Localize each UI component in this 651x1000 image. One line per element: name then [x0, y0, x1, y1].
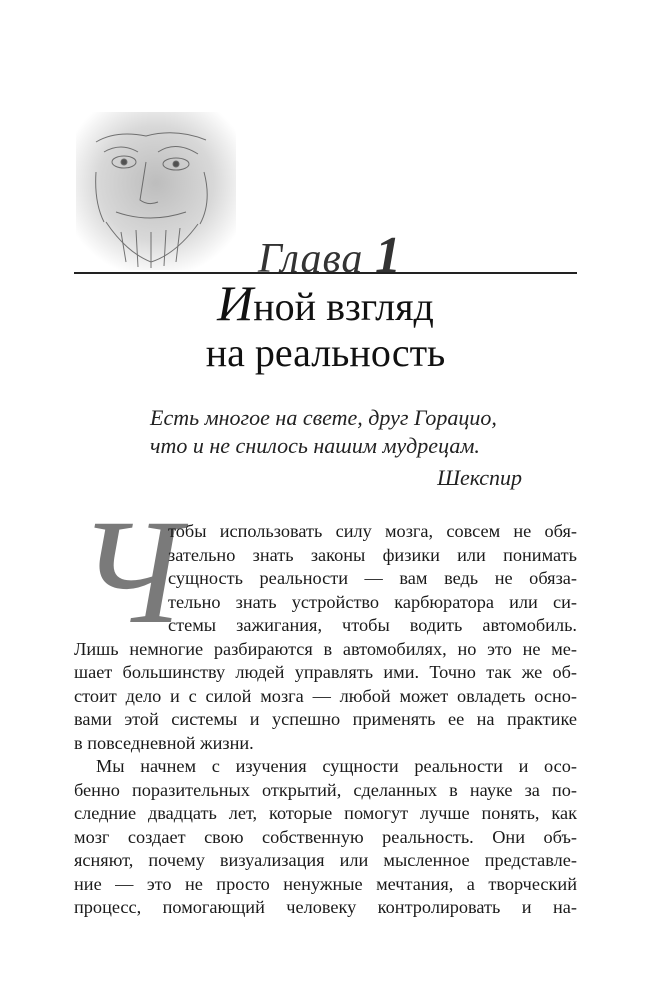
epigraph-author: Шекспир — [437, 465, 522, 490]
drop-cap: Ч — [78, 489, 182, 655]
text-line: тельно знать устройство карбюратора или си- — [168, 591, 577, 612]
chapter-divider — [74, 272, 577, 274]
title-cap-letter: И — [217, 275, 254, 331]
text-line: Лишь немногие разбираются в автомобилях, но это не ме- — [74, 638, 577, 659]
text-line: Мы начнем с изучения сущности реальности и осо- — [96, 756, 577, 776]
text-line: зательно знать законы физики или понимать — [168, 544, 577, 565]
text-line: шает большинству людей управлять ими. Точно так же об- — [74, 662, 577, 682]
text-line: бенно поразительных открытий, сделанных в науке за по- — [74, 779, 577, 800]
chapter-title — [74, 275, 577, 376]
title-line-2: на реальность — [205, 330, 446, 375]
epigraph-line-1: Есть многое на свете, друг Горацио, — [150, 405, 497, 430]
paragraph-1 — [74, 520, 577, 755]
text-line: сущность реальности — вам ведь не обяза- — [168, 568, 577, 588]
text-line: следние двадцать лет, которые помогут лучше понять, как — [74, 803, 577, 823]
text-line: ние — это не просто ненужные мечтания, а творческий — [74, 873, 577, 894]
title-line-1 — [74, 275, 577, 331]
text-line: ясняют, почему визуализация или мысленное представле- — [74, 850, 577, 870]
epigraph — [150, 404, 570, 492]
paragraph-2 — [74, 755, 577, 920]
sketch-face-image — [76, 112, 236, 270]
chapter-word: Глава — [258, 236, 364, 282]
text-line: тобы использовать силу мозга, совсем не обя- — [168, 521, 577, 541]
portrait-illustration — [76, 112, 236, 270]
text-line: мозг создает свою собственную реальность. Они объ- — [74, 826, 577, 847]
chapter-label — [258, 226, 402, 285]
text-line: процесс, помогающий человеку контролировать и на- — [74, 897, 577, 917]
text-line: вами этой системы и успешно применять ее на практике — [74, 709, 577, 729]
epigraph-line-2: что и не снилось нашим мудрецам. — [150, 433, 480, 458]
body-text — [74, 520, 577, 920]
chapter-number: 1 — [374, 227, 402, 284]
text-line: стоит дело и с силой мозга — любой может овладеть осно- — [74, 685, 577, 706]
text-line: стемы зажигания, чтобы водить автомобиль. — [168, 615, 577, 635]
text-line: в повседневной жизни. — [74, 732, 254, 753]
title-line-1-rest: ной взгляд — [253, 284, 434, 329]
